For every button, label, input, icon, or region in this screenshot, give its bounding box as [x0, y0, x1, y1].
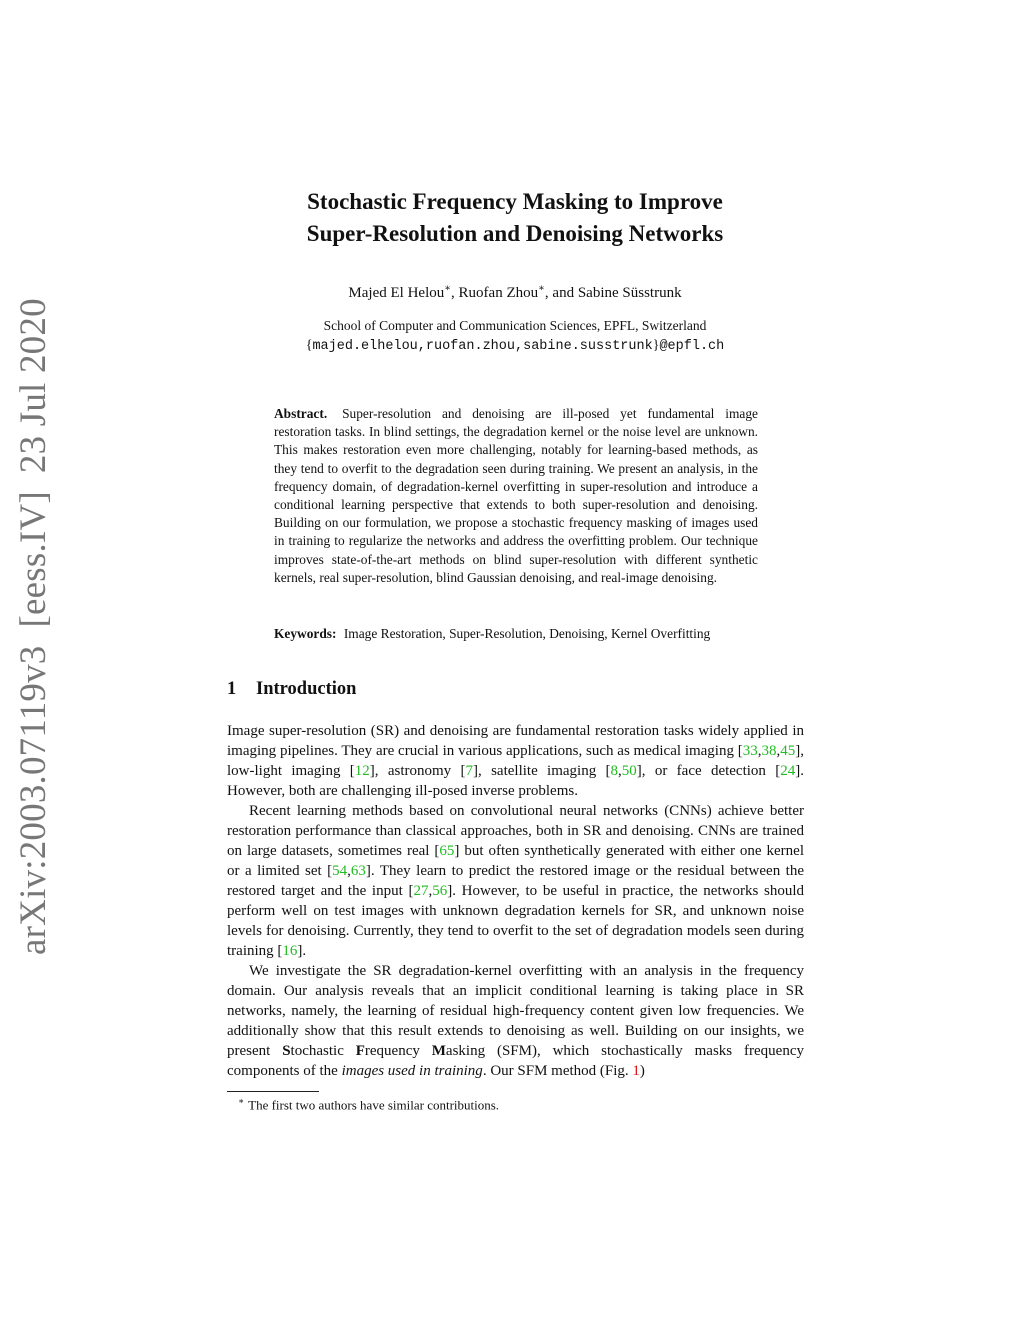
footnote: [238, 1096, 499, 1113]
affiliation: School of Computer and Communication Sciences, EPFL, Switzerland: [323, 318, 707, 333]
paragraph: Image super-resolution (SR) and denoising are fundamental restoration tasks widely applied in imaging pipelines. They are crucial in various applications, such as medical imaging [33,38,45], low-light imaging [12], astronomy [7], satellite imaging [8,50], or face detection [24]. However, both are challenging ill-posed inverse problems.: [227, 723, 804, 799]
email-line: [180, 338, 850, 354]
footnote-mark: ∗: [238, 1096, 245, 1106]
citation-link[interactable]: 12: [354, 763, 370, 779]
paragraph: We investigate the SR degradation-kernel overfitting with an analysis in the frequency domain. Our analysis reveals that an implicit conditional learning is taking place in SR networks, namely, the learning of residual high-frequency content given low frequencies. We additionally show that this result extends to denoising as well. Building on our insights, we present Stochastic Frequency Masking (SFM), which stochastically masks frequency components of the images used in training. Our SFM method (Fig. 1): [227, 963, 804, 1079]
arxiv-date: 23 Jul 2020: [13, 298, 54, 474]
citation-link[interactable]: 45: [780, 743, 796, 759]
equal-contrib-mark: ∗: [538, 283, 545, 294]
author-3: and Sabine Süsstrunk: [552, 285, 682, 301]
citation-link[interactable]: 56: [432, 883, 448, 899]
author-1: Majed El Helou: [348, 285, 445, 301]
section-title: Introduction: [256, 679, 357, 699]
citation-link[interactable]: 33: [742, 743, 758, 759]
citation-link[interactable]: 16: [282, 943, 298, 959]
email-brace-close: }: [652, 338, 660, 353]
keywords: [274, 626, 764, 642]
arxiv-category: [eess.IV]: [13, 491, 54, 628]
equal-contrib-mark: ∗: [444, 283, 452, 294]
abstract-label: Abstract.: [274, 406, 328, 421]
email-brace-open: {: [305, 338, 313, 353]
citation-link[interactable]: 63: [350, 863, 366, 879]
keywords-label: Keywords:: [274, 626, 337, 641]
section-number: 1: [227, 679, 237, 699]
abstract: [274, 405, 758, 587]
citation-link[interactable]: 8: [610, 763, 619, 779]
section-heading: [227, 679, 356, 700]
keywords-text: Image Restoration, Super-Resolution, Denoising, Kernel Overfitting: [343, 626, 711, 641]
email-names: majed.elhelou,ruofan.zhou,sabine.susstrunk: [312, 339, 653, 354]
citation-link[interactable]: 54: [332, 863, 348, 879]
citation-link[interactable]: 24: [780, 763, 796, 779]
citation-link[interactable]: 38: [761, 743, 777, 759]
paper-title: [180, 186, 850, 250]
email-domain: @epfl.ch: [659, 339, 725, 354]
abstract-text: Super-resolution and denoising are ill-posed yet fundamental image restoration tasks. In blind settings, the degradation kernel or the noise level are unknown. This makes restoration even more challenging, notably for learning-based methods, as they tend to overfit to the degradation seen during training. We present an analysis, in the frequency domain, of degradation-kernel overfitting in super-resolution and introduce a conditional learning perspective that extends to both super-resolution and denoising. Building on our formulation, we propose a stochastic frequency masking of images used in training to regularize the networks and address the overfitting problem. Our technique improves state-of-the-art methods on blind super-resolution with different synthetic kernels, real super-resolution, blind Gaussian denoising, and real-image denoising.: [274, 406, 758, 585]
citation-link[interactable]: 27: [413, 883, 429, 899]
introduction-body: [227, 721, 804, 1081]
citation-link[interactable]: 7: [465, 763, 474, 779]
author-list: Majed El Helou∗, Ruofan Zhou∗, and Sabine Süsstrunk: [348, 283, 682, 301]
title-line-1: Stochastic Frequency Masking to Improve: [307, 189, 723, 214]
figure-link[interactable]: 1: [632, 1063, 640, 1079]
arxiv-stamp: [12, 298, 55, 955]
paragraph: Recent learning methods based on convolutional neural networks (CNNs) achieve better restoration performance than classical approaches, both in SR and denoising. CNNs are trained on large datasets, sometimes real [65] but often synthetically generated with either one kernel or a limited set [54,63]. They learn to predict the restored image or the residual between the restored target and the input [27,56]. However, to be useful in practice, the networks should perform well on test images with unknown degradation kernels for SR, and unknown noise levels for denoising. Currently, they tend to overfit to the set of degradation models seen during training [16].: [227, 803, 805, 959]
title-line-2: Super-Resolution and Denoising Networks: [306, 221, 724, 246]
footnote-text: The first two authors have similar contributions.: [248, 1097, 500, 1113]
arxiv-id: arXiv:2003.07119v3: [13, 645, 54, 955]
author-2: Ruofan Zhou: [458, 285, 539, 301]
citation-link[interactable]: 50: [621, 763, 637, 779]
citation-link[interactable]: 65: [439, 843, 455, 859]
footnote-divider: [227, 1091, 319, 1092]
